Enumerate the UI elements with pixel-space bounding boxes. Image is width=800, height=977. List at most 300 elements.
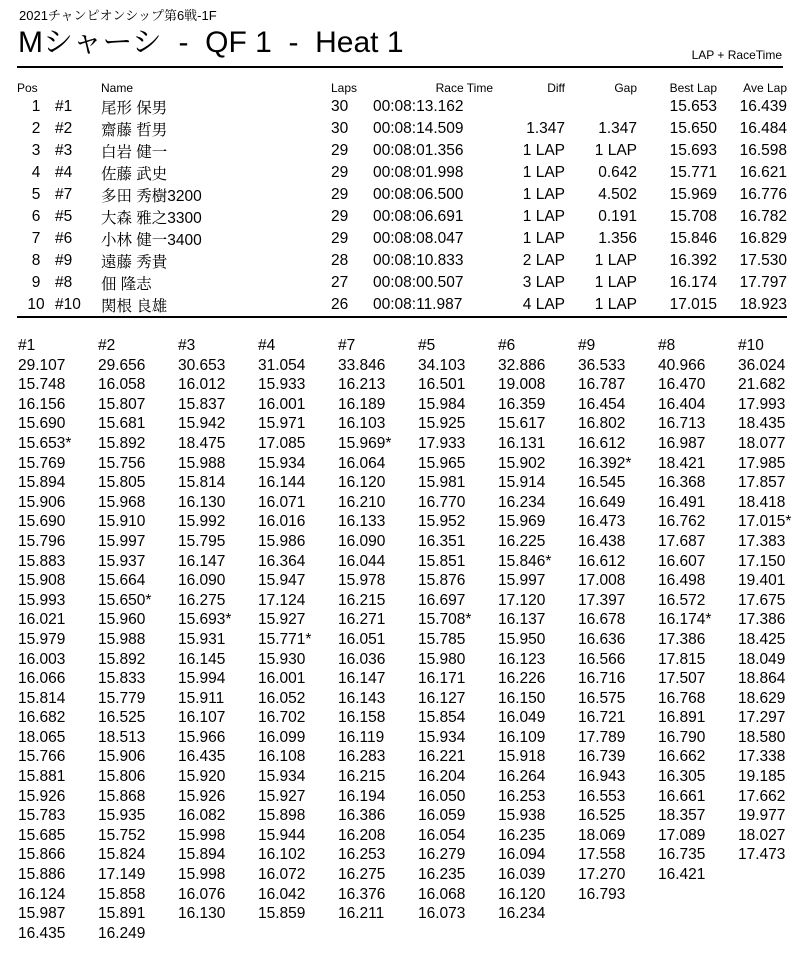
result-diff: 2 LAP [522, 252, 565, 269]
results-table [17, 80, 787, 318]
lap-time-cell: 16.171 [418, 670, 466, 688]
lap-time-cell: 32.886 [498, 356, 546, 374]
result-laps: 26 [323, 294, 363, 317]
lap-time-cell: 16.090 [178, 572, 226, 590]
empty-cell [578, 925, 658, 945]
empty-cell [738, 925, 798, 945]
lap-time-cell: 15.984 [418, 395, 466, 413]
lap-time-cell: 17.985 [738, 454, 786, 472]
lap-row [18, 827, 798, 847]
lap-time-cell: 15.796 [18, 532, 66, 550]
lap-time-cell: 15.690 [18, 513, 66, 531]
lap-time-cell: 15.876 [418, 572, 466, 590]
lap-row [18, 474, 798, 494]
lap-time-cell: 17.089 [658, 826, 706, 844]
result-best-lap: 15.693 [669, 142, 717, 159]
lap-time-cell: 18.435 [738, 415, 786, 433]
lap-time-cell: 16.697 [418, 591, 466, 609]
lap-time-cell: 15.807 [98, 395, 146, 413]
lap-time-cell: 16.553 [578, 787, 626, 805]
result-best-lap: 16.392 [669, 252, 717, 269]
lap-time-cell: 16.435 [178, 748, 226, 766]
result-ave-lap: 17.530 [739, 252, 787, 269]
result-gap [565, 96, 637, 118]
lap-time-cell: 15.960 [98, 611, 146, 629]
result-race-time: 00:08:14.509 [373, 120, 464, 137]
lap-time-cell: 16.156 [18, 395, 66, 413]
lap-time-cell: 16.147 [178, 552, 226, 570]
lap-time-cell: 16.127 [418, 689, 466, 707]
lap-time-cell: 16.133 [338, 513, 386, 531]
lap-time-cell: 16.137 [498, 611, 546, 629]
result-race-time: 00:08:01.356 [373, 142, 464, 159]
result-car-number: #1 [55, 98, 73, 115]
lap-time-cell: 16.109 [498, 728, 546, 746]
lap-time-cell: 15.837 [178, 395, 226, 413]
lap-time-cell: 15.966 [178, 728, 226, 746]
result-driver-name: 尾形 保男 [101, 100, 168, 117]
results-header-row [17, 80, 787, 96]
lap-time-cell: 15.968 [98, 493, 146, 511]
lap-time-cell: 19.008 [498, 376, 546, 394]
result-car-number: #3 [55, 142, 73, 159]
result-race-time: 00:08:01.998 [373, 164, 464, 181]
result-driver-name: 遠藤 秀貴 [101, 254, 168, 271]
lap-time-cell: 18.418 [738, 493, 786, 511]
lap-time-cell: 15.969* [338, 434, 392, 452]
result-diff [493, 96, 565, 118]
lap-row [18, 376, 798, 396]
lap-time-cell: 15.685 [18, 826, 66, 844]
empty-cell [258, 925, 338, 945]
lap-time-cell: 15.805 [98, 474, 146, 492]
result-gap: 1 LAP [594, 252, 637, 269]
lap-time-cell: 15.992 [178, 513, 226, 531]
result-best-lap: 15.969 [669, 186, 717, 203]
result-best-lap: 15.650 [669, 120, 717, 137]
lap-time-cell: 15.833 [98, 670, 146, 688]
results-row [17, 294, 787, 317]
lap-time-cell: 16.545 [578, 474, 626, 492]
lap-time-cell: 15.785 [418, 630, 466, 648]
result-laps: 29 [331, 142, 349, 159]
lap-time-cell: 16.102 [258, 846, 306, 864]
lap-time-cell: 15.902 [498, 454, 546, 472]
lap-time-cell: 17.297 [738, 709, 786, 727]
lap-time-cell: 16.498 [658, 572, 706, 590]
event-subtitle: 2021チャンピオンシップ第6戦-1F [19, 8, 217, 23]
result-ave-lap: 18.923 [717, 294, 787, 317]
lap-time-cell: 16.790 [658, 728, 706, 746]
lap-time-cell: 18.357 [658, 807, 706, 825]
result-car-number: #10 [55, 294, 101, 317]
lap-time-cell: 16.211 [338, 905, 385, 923]
lap-time-cell: 16.235 [498, 826, 546, 844]
lap-column-header: #2 [98, 337, 116, 354]
lap-time-cell: 18.421 [658, 454, 706, 472]
lap-time-cell: 16.678 [578, 611, 626, 629]
lap-row [18, 572, 798, 592]
lap-time-cell: 40.966 [658, 356, 706, 374]
lap-header-row [18, 337, 798, 357]
lap-time-cell: 15.898 [258, 807, 306, 825]
empty-cell [578, 905, 658, 925]
result-car-number: #7 [55, 186, 73, 203]
lap-row [18, 866, 798, 886]
result-race-time: 00:08:06.691 [373, 208, 464, 225]
empty-cell [738, 886, 798, 906]
results-row [17, 184, 787, 206]
lap-time-cell: 16.271 [338, 611, 386, 629]
lap-time-cell: 15.858 [98, 885, 146, 903]
result-driver-name: 関根 良雄 [101, 294, 323, 317]
result-diff: 1 LAP [522, 142, 565, 159]
lap-time-cell: 16.189 [338, 395, 386, 413]
lap-row [18, 455, 798, 475]
lap-time-cell: 18.065 [18, 728, 66, 746]
lap-time-cell: 18.077 [738, 434, 786, 452]
lap-time-cell: 16.264 [498, 768, 546, 786]
lap-time-cell: 17.338 [738, 748, 786, 766]
lap-column-header: #1 [18, 337, 36, 354]
result-pos: 10 [17, 294, 55, 317]
result-laps: 29 [331, 230, 349, 247]
result-laps: 29 [331, 208, 349, 225]
lap-time-cell: 15.771* [258, 630, 312, 648]
result-race-time: 00:08:11.987 [363, 294, 493, 317]
lap-time-cell: 16.768 [658, 689, 706, 707]
lap-time-cell: 16.001 [258, 670, 306, 688]
lap-time-cell: 15.969 [498, 513, 546, 531]
results-row [17, 272, 787, 294]
lap-time-cell: 16.120 [498, 885, 546, 903]
lap-time-cell: 16.716 [578, 670, 626, 688]
lap-time-cell: 18.049 [738, 650, 786, 668]
lap-time-cell: 17.150 [738, 552, 786, 570]
lap-time-cell: 16.279 [418, 846, 466, 864]
lap-time-cell: 17.383 [738, 532, 786, 550]
result-best-lap: 16.174 [669, 274, 717, 291]
lap-time-cell: 16.016 [258, 513, 306, 531]
lap-time-cell: 16.226 [498, 670, 546, 688]
empty-cell [658, 925, 738, 945]
lap-time-cell: 16.234 [498, 905, 546, 923]
lap-time-cell: 16.787 [578, 376, 626, 394]
lap-time-cell: 15.998 [178, 866, 226, 884]
lap-time-cell: 16.107 [178, 709, 226, 727]
lap-time-cell: 17.993 [738, 395, 786, 413]
empty-cell [658, 886, 738, 906]
lap-time-cell: 16.147 [338, 670, 386, 688]
lap-time-cell: 16.525 [578, 807, 626, 825]
result-diff: 1 LAP [522, 164, 565, 181]
lap-time-cell: 16.130 [178, 905, 226, 923]
lap-time-cell: 16.891 [658, 709, 706, 727]
result-driver-name: 佃 隆志 [101, 276, 152, 293]
lap-time-cell: 15.988 [98, 630, 146, 648]
result-ave-lap: 16.621 [739, 164, 787, 181]
lap-time-cell: 15.911 [178, 689, 225, 707]
result-diff: 1 LAP [522, 230, 565, 247]
result-race-time: 00:08:10.833 [373, 252, 464, 269]
results-row [17, 228, 787, 250]
lap-time-cell: 15.795 [178, 532, 226, 550]
lap-row [18, 592, 798, 612]
result-ave-lap: 16.782 [739, 208, 787, 225]
lap-time-cell: 15.766 [18, 748, 66, 766]
lap-row [18, 611, 798, 631]
result-ave-lap: 16.439 [739, 98, 787, 115]
lap-time-cell: 15.650* [98, 591, 152, 609]
lap-time-cell: 15.937 [98, 552, 146, 570]
lap-column-header: #4 [258, 337, 276, 354]
result-laps: 30 [331, 98, 349, 115]
lap-time-cell: 15.690 [18, 415, 66, 433]
lap-time-cell: 16.636 [578, 630, 626, 648]
lap-time-cell: 15.883 [18, 552, 66, 570]
lap-time-cell: 16.215 [338, 768, 386, 786]
results-row [17, 140, 787, 162]
result-race-time: 00:08:08.047 [373, 230, 464, 247]
result-pos: 5 [31, 186, 41, 203]
lap-time-cell: 15.933 [258, 376, 306, 394]
lap-time-cell: 16.713 [658, 415, 706, 433]
lap-time-cell: 16.120 [338, 474, 386, 492]
lap-time-cell: 17.789 [578, 728, 626, 746]
lap-time-cell: 15.979 [18, 630, 66, 648]
result-race-time: 00:08:06.500 [373, 186, 464, 203]
lap-time-cell: 19.185 [738, 768, 786, 786]
lap-time-cell: 15.988 [178, 454, 226, 472]
result-laps: 30 [331, 120, 349, 137]
empty-cell [738, 866, 798, 886]
lap-time-cell: 17.270 [578, 866, 626, 884]
lap-time-cell: 15.931 [178, 630, 226, 648]
lap-time-cell: 16.305 [658, 768, 706, 786]
result-car-number: #5 [55, 208, 73, 225]
empty-cell [498, 925, 578, 945]
lap-time-cell: 15.938 [498, 807, 546, 825]
lap-time-cell: 16.368 [658, 474, 706, 492]
lap-row [18, 631, 798, 651]
lap-time-cell: 17.015* [738, 513, 792, 531]
lap-row [18, 494, 798, 514]
header-race-time: Race Time [435, 81, 493, 95]
lap-time-cell: 15.965 [418, 454, 466, 472]
result-race-time: 00:08:13.162 [373, 98, 464, 115]
lap-time-cell: 29.107 [18, 356, 66, 374]
lap-time-cell: 15.752 [98, 826, 146, 844]
result-diff: 4 LAP [493, 294, 565, 317]
lap-time-cell: 16.213 [338, 376, 386, 394]
lap-row [18, 768, 798, 788]
lap-time-cell: 15.978 [338, 572, 386, 590]
lap-time-cell: 15.926 [18, 787, 66, 805]
lap-time-cell: 16.215 [338, 591, 386, 609]
empty-cell [178, 925, 258, 945]
result-pos: 6 [31, 208, 41, 225]
header-pos: Pos [17, 81, 38, 95]
lap-time-cell: 17.120 [498, 591, 546, 609]
lap-time-cell: 16.470 [658, 376, 706, 394]
results-row [17, 96, 787, 118]
lap-time-cell: 16.359 [498, 395, 546, 413]
lap-time-cell: 15.756 [98, 454, 146, 472]
lap-time-cell: 16.607 [658, 552, 706, 570]
lap-time-cell: 17.008 [578, 572, 626, 590]
lap-time-cell: 16.682 [18, 709, 66, 727]
result-gap: 1 LAP [594, 142, 637, 159]
lap-time-cell: 17.662 [738, 787, 786, 805]
result-ave-lap: 17.797 [739, 274, 787, 291]
lap-column-header: #6 [498, 337, 516, 354]
lap-time-cell: 15.934 [418, 728, 466, 746]
lap-time-cell: 16.249 [98, 924, 146, 942]
lap-row [18, 925, 798, 945]
lap-time-cell: 15.935 [98, 807, 146, 825]
lap-time-cell: 16.001 [258, 395, 306, 413]
lap-time-cell: 16.012 [178, 376, 226, 394]
lap-row [18, 729, 798, 749]
result-car-number: #9 [55, 252, 73, 269]
lap-time-cell: 16.739 [578, 748, 626, 766]
lap-time-cell: 15.748 [18, 376, 66, 394]
result-best-lap: 15.846 [669, 230, 717, 247]
result-ave-lap: 16.598 [739, 142, 787, 159]
lap-time-cell: 17.085 [258, 434, 306, 452]
lap-time-cell: 17.675 [738, 591, 786, 609]
result-ave-lap: 16.484 [739, 120, 787, 137]
lap-time-cell: 16.036 [338, 650, 386, 668]
lap-time-cell: 16.435 [18, 924, 66, 942]
lap-time-cell: 17.386 [738, 611, 786, 629]
lap-time-cell: 16.076 [178, 885, 226, 903]
lap-time-cell: 15.708* [418, 611, 472, 629]
lap-row [18, 553, 798, 573]
lap-time-cell: 16.491 [658, 493, 706, 511]
lap-time-cell: 15.617 [498, 415, 546, 433]
lap-time-cell: 16.438 [578, 532, 626, 550]
lap-time-cell: 16.124 [18, 885, 66, 903]
lap-time-cell: 18.027 [738, 826, 786, 844]
header-laps: Laps [331, 81, 358, 95]
lap-time-cell: 16.072 [258, 866, 306, 884]
result-diff: 1 LAP [522, 186, 565, 203]
lap-time-cell: 16.225 [498, 532, 546, 550]
lap-time-cell: 16.649 [578, 493, 626, 511]
lap-time-cell: 15.926 [178, 787, 226, 805]
lap-time-cell: 15.925 [418, 415, 466, 433]
lap-time-cell: 15.971 [258, 415, 306, 433]
lap-time-cell: 16.612 [578, 434, 626, 452]
lap-row [18, 788, 798, 808]
lap-time-cell: 16.143 [338, 689, 386, 707]
lap-time-cell: 18.069 [578, 826, 626, 844]
result-pos: 8 [31, 252, 41, 269]
lap-time-cell: 15.918 [498, 748, 546, 766]
lap-time-cell: 18.425 [738, 630, 786, 648]
lap-time-cell: 16.473 [578, 513, 626, 531]
empty-cell [338, 925, 418, 945]
result-diff: 1.347 [526, 120, 565, 137]
lap-times-table [18, 337, 798, 944]
lap-time-cell: 16.044 [338, 552, 386, 570]
lap-time-cell: 15.693* [178, 611, 232, 629]
lap-time-cell: 16.987 [658, 434, 706, 452]
result-car-number: #4 [55, 164, 73, 181]
lap-time-cell: 15.894 [18, 474, 66, 492]
lap-row [18, 886, 798, 906]
lap-time-cell: 16.049 [498, 709, 546, 727]
lap-time-cell: 16.793 [578, 885, 626, 903]
lap-time-cell: 15.944 [258, 826, 306, 844]
lap-time-cell: 15.994 [178, 670, 226, 688]
lap-time-cell: 15.886 [18, 866, 66, 884]
lap-time-cell: 17.149 [98, 866, 146, 884]
lap-time-cell: 17.473 [738, 846, 786, 864]
display-mode-label: LAP + RaceTime [691, 48, 782, 62]
lap-time-cell: 16.364 [258, 552, 306, 570]
results-row [17, 118, 787, 140]
lap-time-cell: 16.066 [18, 670, 66, 688]
result-driver-name: 大森 雅之3300 [101, 210, 202, 227]
result-driver-name: 多田 秀樹3200 [101, 188, 202, 205]
lap-time-cell: 15.998 [178, 826, 226, 844]
lap-time-cell: 36.024 [738, 356, 786, 374]
header-diff: Diff [547, 81, 565, 95]
lap-time-cell: 15.806 [98, 768, 146, 786]
result-gap: 1 LAP [594, 274, 637, 291]
lap-time-cell: 15.854 [418, 709, 466, 727]
lap-column-header: #8 [658, 337, 676, 354]
lap-time-cell: 15.891 [98, 905, 146, 923]
lap-time-cell: 16.119 [338, 728, 385, 746]
result-driver-name: 齋藤 哲男 [101, 122, 168, 139]
lap-time-cell: 15.987 [18, 905, 66, 923]
lap-time-cell: 16.050 [418, 787, 466, 805]
result-gap: 1.347 [598, 120, 637, 137]
lap-time-cell: 16.123 [498, 650, 546, 668]
lap-time-cell: 16.454 [578, 395, 626, 413]
lap-time-cell: 15.664 [98, 572, 146, 590]
lap-time-cell: 18.580 [738, 728, 786, 746]
result-diff: 3 LAP [522, 274, 565, 291]
lap-time-cell: 16.174* [658, 611, 712, 629]
lap-time-cell: 17.933 [418, 434, 466, 452]
lap-time-cell: 19.977 [738, 807, 786, 825]
result-best-lap: 15.708 [669, 208, 717, 225]
lap-time-cell: 16.003 [18, 650, 66, 668]
lap-time-cell: 15.824 [98, 846, 146, 864]
lap-time-cell: 30.653 [178, 356, 226, 374]
lap-time-cell: 16.386 [338, 807, 386, 825]
result-car-number: #8 [55, 274, 73, 291]
lap-row [18, 670, 798, 690]
lap-row [18, 396, 798, 416]
lap-time-cell: 16.039 [498, 866, 546, 884]
result-laps: 27 [331, 274, 349, 291]
lap-time-cell: 15.910 [98, 513, 146, 531]
result-pos: 2 [31, 120, 41, 137]
page-title: Mシャーシ - QF 1 - Heat 1 [18, 26, 404, 59]
empty-cell [418, 925, 498, 945]
result-pos: 4 [31, 164, 41, 181]
result-car-number: #6 [55, 230, 73, 247]
lap-time-cell: 17.124 [258, 591, 306, 609]
lap-time-cell: 16.525 [98, 709, 146, 727]
lap-time-cell: 16.194 [338, 787, 386, 805]
lap-time-cell: 16.275 [178, 591, 226, 609]
